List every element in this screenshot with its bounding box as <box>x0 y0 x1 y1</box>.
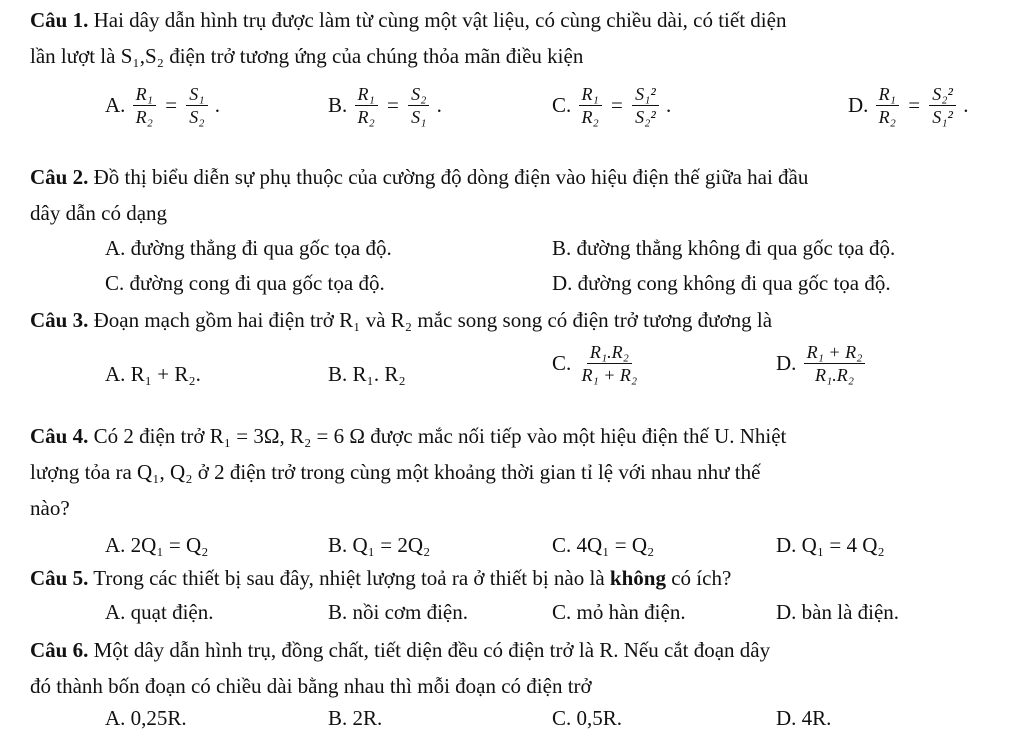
question-1-option-c: C. $\frac{\text{R₁}}{\text{R₂}}$ = $\frac{\text{S₁²}}{\text{S₂²}}$ . <box>552 84 672 127</box>
question-2-option-d: D. đường cong không đi qua gốc tọa độ. <box>552 271 891 295</box>
question-5-line-1: Câu 5. Trong các thiết bị sau đây, nhiệt lượng toả ra ở thiết bị nào là không có ích? <box>30 566 732 590</box>
question-1-line-1 <box>30 8 786 33</box>
question-5-option-c: C. mỏ hàn điện. <box>552 600 686 624</box>
question-4-label: Câu 4. <box>30 424 89 448</box>
question-4-line-3: nào? <box>30 496 70 520</box>
fraction: $\frac{\text{R₁}}{\text{R₂}}$ <box>133 84 156 127</box>
question-4-option-b: B. Q₁ = 2Q₂ <box>328 533 431 557</box>
question-2-option-b: B. đường thẳng không đi qua gốc tọa độ. <box>552 236 896 260</box>
question-4-option-a: A. 2Q₁ = Q₂ <box>105 533 209 557</box>
question-3-label: Câu 3. <box>30 308 89 332</box>
question-3-option-c: C. $\frac{\text{R₁.R₂}}{\text{R₁ + R₂}}$ <box>552 342 642 385</box>
question-3-line-1 <box>30 308 772 333</box>
fraction: $\frac{\text{R₁.R₂}}{\text{R₁ + R₂}}$ <box>581 342 638 385</box>
fraction: $\frac{\text{R₁}}{\text{R₂}}$ <box>579 84 602 127</box>
question-3-option-a: A. R₁ + R₂. <box>105 362 201 386</box>
question-2-label: Câu 2. <box>30 165 89 189</box>
question-4-option-d: D. Q₁ = 4 Q₂ <box>776 533 885 557</box>
question-5-option-a: A. quạt điện. <box>105 600 214 624</box>
fraction: $\frac{\text{R₁}}{\text{R₂}}$ <box>876 84 899 127</box>
question-2-line-2: dây dẫn có dạng <box>30 201 168 225</box>
question-5-option-d: D. bàn là điện. <box>776 600 900 624</box>
fraction: $\frac{\text{R₁ + R₂}}{\text{R₁.R₂}}$ <box>804 342 866 385</box>
question-6-label: Câu 6. <box>30 638 89 662</box>
question-5-option-b: B. nồi cơm điện. <box>328 600 469 624</box>
question-3-text: Đoạn mạch gồm hai điện trở R₁ và R₂ mắc song song có điện trở tương đương là <box>93 308 773 332</box>
fraction: $\frac{\text{R₁}}{\text{R₂}}$ <box>355 84 378 127</box>
question-3-option-d: D. $\frac{\text{R₁ + R₂}}{\text{R₁.R₂}}$ <box>776 342 867 385</box>
question-1-text: Hai dây dẫn hình trụ được làm từ cùng một vật liệu, có cùng chiều dài, có tiết diện <box>93 8 787 32</box>
question-4-line-1 <box>30 424 786 449</box>
question-3-option-b: B. R₁. R₂ <box>328 362 406 386</box>
question-2-option-c: C. đường cong đi qua gốc tọa độ. <box>105 271 385 295</box>
question-2-line-1 <box>30 165 808 190</box>
question-2-text: Đồ thị biểu diễn sự phụ thuộc của cường độ dòng điện vào hiệu điện thế giữa hai đầu <box>93 165 809 189</box>
question-6-text: Một dây dẫn hình trụ, đồng chất, tiết diện đều có điện trở là R. Nếu cắt đoạn dây <box>93 638 771 662</box>
question-6-option-a: A. 0,25R. <box>105 706 187 730</box>
question-1-option-d: D. $\frac{\text{R₁}}{\text{R₂}}$ = $\frac{\text{S₂²}}{\text{S₁²}}$ . <box>848 84 969 127</box>
question-4-option-c: C. 4Q₁ = Q₂ <box>552 533 655 557</box>
question-2-option-a: A. đường thẳng đi qua gốc tọa độ. <box>105 236 392 260</box>
fraction: $\frac{\text{S₁²}}{\text{S₂²}}$ <box>632 84 659 127</box>
fraction: $\frac{\text{S₁}}{\text{S₂}}$ <box>186 84 207 127</box>
emphasis-text: không <box>609 566 666 590</box>
question-1-label: Câu 1. <box>30 8 89 32</box>
question-5-label: Câu 5. <box>30 566 89 590</box>
question-6-line-1 <box>30 638 770 663</box>
question-1-option-a: A. $\frac{\text{R₁}}{\text{R₂}}$ = $\frac{\text{S₁}}{\text{S₂}}$ . <box>105 84 221 127</box>
fraction: $\frac{\text{S₂²}}{\text{S₁²}}$ <box>929 84 956 127</box>
question-6-option-c: C. 0,5R. <box>552 706 623 730</box>
question-4-text: Có 2 điện trở R₁ = 3Ω, R₂ = 6 Ω được mắc nối tiếp vào một hiệu điện thế U. Nhiệt <box>93 424 787 448</box>
question-4-line-2: lượng tỏa ra Q₁, Q₂ ở 2 điện trở trong cùng một khoảng thời gian tỉ lệ với nhau như thế <box>30 460 761 484</box>
question-6-line-2: đó thành bốn đoạn có chiều dài bằng nhau thì mỗi đoạn có điện trở <box>30 674 592 698</box>
question-6-option-b: B. 2R. <box>328 706 383 730</box>
question-1-option-b: B. $\frac{\text{R₁}}{\text{R₂}}$ = $\frac{\text{S₂}}{\text{S₁}}$ . <box>328 84 442 127</box>
fraction: $\frac{\text{S₂}}{\text{S₁}}$ <box>408 84 429 127</box>
question-1-line-2: lần lượt là S₁,S₂ điện trở tương ứng của chúng thỏa mãn điều kiện <box>30 44 584 68</box>
question-6-option-d: D. 4R. <box>776 706 832 730</box>
